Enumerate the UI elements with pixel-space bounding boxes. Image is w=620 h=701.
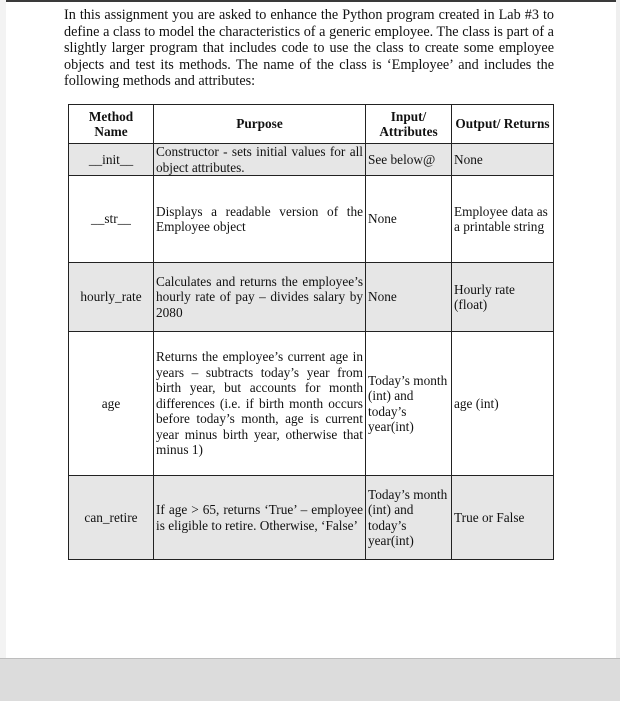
bottom-band bbox=[0, 658, 620, 701]
method-purpose: Returns the employee’s current age in years – subtracts today’s year from birth year, but accounts for month differences (i.e. if birth month occurs before today’s month, age is current year minus birth year, otherwise that minus 1) bbox=[154, 332, 366, 476]
table-header-row bbox=[69, 105, 554, 144]
method-output: Hourly rate (float) bbox=[452, 263, 554, 332]
method-name: can_retire bbox=[69, 476, 154, 560]
top-border bbox=[0, 0, 620, 2]
method-purpose: Displays a readable version of the Employee object bbox=[154, 176, 366, 263]
right-margin bbox=[616, 0, 620, 700]
methods-table bbox=[68, 104, 554, 560]
left-margin bbox=[0, 0, 6, 700]
method-output: Employee data as a printable string bbox=[452, 176, 554, 263]
method-name: __str__ bbox=[69, 176, 154, 263]
table-row bbox=[69, 176, 554, 263]
method-purpose: Constructor - sets initial values for all object attributes. bbox=[154, 144, 366, 176]
method-input: None bbox=[366, 176, 452, 263]
method-output: True or False bbox=[452, 476, 554, 560]
table-row bbox=[69, 332, 554, 476]
method-output: age (int) bbox=[452, 332, 554, 476]
method-input: Today’s month (int) and today’s year(int) bbox=[366, 476, 452, 560]
method-name: hourly_rate bbox=[69, 263, 154, 332]
method-input: None bbox=[366, 263, 452, 332]
method-name: __init__ bbox=[69, 144, 154, 176]
intro-paragraph: In this assignment you are asked to enhance the Python program created in Lab #3 to define a class to model the characteristics of a generic employee. The class is part of a slightly larger program that includes code to use the class to create some employee objects and test its methods. The name of the class is ‘Employee’ and includes the following methods and attributes: bbox=[64, 7, 554, 90]
method-purpose: Calculates and returns the employee’s hourly rate of pay – divides salary by 2080 bbox=[154, 263, 366, 332]
method-output: None bbox=[452, 144, 554, 176]
table-row bbox=[69, 144, 554, 176]
header-input: Input/ Attributes bbox=[366, 105, 452, 144]
header-output: Output/ Returns bbox=[452, 105, 554, 144]
table-row bbox=[69, 263, 554, 332]
method-input: See below@ bbox=[366, 144, 452, 176]
method-purpose: If age > 65, returns ‘True’ – employee is eligible to retire. Otherwise, ‘False’ bbox=[154, 476, 366, 560]
table-row bbox=[69, 476, 554, 560]
method-name: age bbox=[69, 332, 154, 476]
header-purpose: Purpose bbox=[154, 105, 366, 144]
method-input: Today’s month (int) and today’s year(int) bbox=[366, 332, 452, 476]
header-method-name: Method Name bbox=[69, 105, 154, 144]
